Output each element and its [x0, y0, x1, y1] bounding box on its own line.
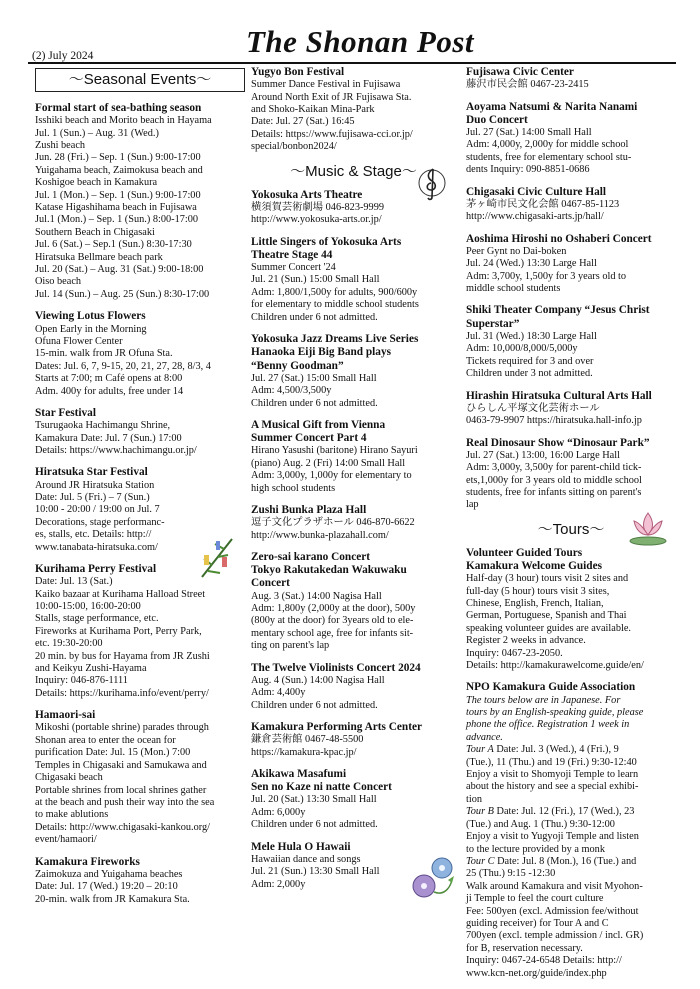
- listing-detail: Aug. 4 (Sun.) 14:00 Nagisa Hall: [251, 674, 385, 686]
- listing-detail: Jul. 24 (Wed.) 13:30 Large Hall: [466, 258, 597, 270]
- listing-title: Formal start of sea-bathing season: [35, 102, 202, 114]
- listing-title: Little Singers of Yokosuka Arts: [251, 235, 402, 248]
- listing-title: Hirashin Hiratsuka Cultural Arts Hall: [466, 389, 652, 402]
- listing-link[interactable]: http://www.bunka-plazahall.com/: [251, 529, 389, 541]
- morning-glory-icon: [408, 852, 458, 904]
- listing-detail: Half-day (3 hour) tours visit 2 sites and: [466, 573, 629, 585]
- listing-detail: Jul. 31 (Wed.) 18:30 Large Hall: [466, 330, 597, 342]
- listing-detail: Isshiki beach and Morito beach in Hayama: [35, 115, 212, 127]
- listing-detail: Enjoy a visit to Shomyoji Temple to learn: [466, 769, 639, 781]
- listing-detail: Hawaiian dance and songs: [251, 853, 361, 865]
- listing-detail: Jul.1 (Mon.) – Sep. 1 (Sun.) 8:00-17:00: [35, 214, 199, 226]
- listing-detail: Tickets required for 3 and over: [466, 355, 594, 367]
- listing-title: Sen no Kaze ni natte Concert: [251, 781, 392, 794]
- listing-detail: Jul. 6 (Sat.) – Sep.1 (Sun.) 8:30-17:30: [35, 239, 192, 251]
- listing-detail: Enjoy a visit to Yugyoji Temple and listen: [466, 831, 639, 843]
- listing-note: advance.: [466, 731, 503, 743]
- listing-link[interactable]: Details: https://kurihama.info/event/perry/: [35, 687, 209, 699]
- listing-detail: Jun. 28 (Fri.) – Sep. 1 (Sun.) 9:00-17:00: [35, 152, 201, 164]
- listing-detail: Jul. 1 (Mon.) – Sep. 1 (Sun.) 9:00-17:00: [35, 189, 201, 201]
- listing-detail: Adm: 3,700y, 1,500y for 3 years old to: [466, 270, 627, 282]
- listing-detail: tion: [466, 793, 483, 805]
- listing-detail: Adm: 1,800y (2,000y at the door), 500y: [251, 602, 416, 614]
- listing-detail: Children under 6 not admitted.: [251, 311, 378, 323]
- listing-item: [35, 856, 245, 906]
- listing-detail: Open Early in the Morning: [35, 323, 147, 335]
- listing-detail: Zushi beach: [35, 140, 86, 152]
- listing-detail: Children under 3 not admitted.: [466, 368, 593, 380]
- listing-link[interactable]: http://www.yokosuka-arts.or.jp/: [251, 214, 382, 226]
- listing-detail: to the lecture provided by a monk: [466, 843, 605, 855]
- listing-detail: and Shoko-Kaikan Mina-Park: [251, 104, 375, 116]
- listing-detail: Summer Concert '24: [251, 262, 336, 274]
- listing-detail: 700yen (excl. temple admission / incl. GR): [466, 930, 644, 942]
- listing-detail: Adm: 3,000y, 1,000y for elementary to: [251, 470, 412, 482]
- listing-detail: Jul. 1 (Sun.) – Aug. 31 (Wed.): [35, 127, 159, 139]
- listing-link[interactable]: Details: http://www.chigasaki-kankou.org/: [35, 821, 211, 833]
- listing-detail: Stalls, stage performance, etc.: [35, 613, 159, 625]
- listing-note: tours by an English-speaking guide, please: [466, 707, 644, 719]
- listing-detail: Kamakura Date: Jul. 7 (Sun.) 17:00: [35, 432, 182, 444]
- listing-title: Real Dinosaur Show “Dinosaur Park”: [466, 436, 650, 449]
- listing-title: Summer Concert Part 4: [251, 432, 367, 445]
- tour-label: Tour C: [466, 855, 495, 867]
- listing-detail: Adm: 4,400y: [251, 687, 306, 699]
- listing-detail: Mikoshi (portable shrine) parades through: [35, 722, 209, 734]
- listing-detail: Adm: 6,000y: [251, 806, 306, 818]
- listing-title: Zushi Bunka Plaza Hall: [251, 503, 367, 516]
- listing-item: [466, 437, 676, 512]
- listing-detail: Inquiry: 046-876-1111: [35, 675, 128, 687]
- listing-item: [466, 101, 676, 177]
- listing-item: [466, 186, 676, 224]
- listing-detail: lap: [466, 499, 479, 511]
- listing-detail: Jul. 27 (Sat.) 13:00, 16:00 Large Hall: [466, 449, 620, 461]
- listing-detail: Temples in Chigasaki and Samukawa and: [35, 759, 207, 771]
- listing-detail: and Keikyu Zushi-Hayama: [35, 663, 147, 675]
- listing-title: A Musical Gift from Vienna: [251, 418, 386, 431]
- listing-link[interactable]: http://www.chigasaki-arts.jp/hall/: [466, 211, 604, 223]
- seasonal-events-list: [35, 102, 245, 906]
- listing-note: The tours below are in Japanese. For: [466, 694, 621, 706]
- listing-item: [35, 407, 245, 457]
- treble-clef-icon: [418, 163, 446, 203]
- tours-list: [466, 547, 676, 980]
- listing-detail: Adm: 1,800/1,500y for adults, 900/600y: [251, 286, 418, 298]
- listing-detail: Jul. 20 (Sat.) – Aug. 31 (Sat.) 9:00-18:00: [35, 264, 204, 276]
- lotus-flower-icon: [624, 503, 672, 551]
- listing-detail: Chinese, English, French, Italian,: [466, 597, 604, 609]
- listing-detail: Adm: 2,000y: [251, 878, 306, 890]
- listing-title: Aoshima Hiroshi no Oshaberi Concert: [466, 232, 652, 245]
- listing-detail: about the history and see a special exhibi-: [466, 781, 639, 793]
- section-heading-seasonal-events: ～Seasonal Events～: [35, 68, 245, 92]
- listing-item: [251, 551, 456, 653]
- listing-detail: Adm: 10,000/8,000/5,000y: [466, 343, 578, 355]
- column-seasonal-events: [35, 66, 245, 915]
- listing-detail: 藤沢市民会館 0467-23-2415: [466, 79, 589, 91]
- listing-item: [466, 390, 676, 428]
- listing-item: [251, 662, 456, 712]
- listing-detail: high school students: [251, 482, 336, 494]
- listing-detail: Chigasaki beach: [35, 772, 103, 784]
- listing-title: Yugyo Bon Festival: [251, 66, 345, 78]
- listing-item: [251, 504, 456, 542]
- listing-title: Superstar”: [466, 317, 520, 330]
- listing-title: Aoyama Natsumi & Narita Nanami: [466, 100, 638, 113]
- listing-detail: Jul. 27 (Sat.) 14:00 Small Hall: [466, 127, 592, 139]
- listing-detail: 茅ヶ崎市民文化会館 0467-85-1123: [466, 198, 620, 210]
- listing-title: Chigasaki Civic Culture Hall: [466, 185, 607, 198]
- listing-detail: Tour B Date: Jul. 12 (Fri.), 17 (Wed.), 23: [466, 806, 635, 818]
- listing-detail: Jul. 27 (Sat.) 15:00 Small Hall: [251, 372, 377, 384]
- listing-detail: students, free for elementary school stu-: [466, 151, 632, 163]
- listing-detail: etc. 19:30-20:00: [35, 638, 103, 650]
- listing-detail: Children under 6 not admitted.: [251, 819, 378, 831]
- listing-title: Hamaori-sai: [35, 709, 96, 722]
- listing-detail: Portable shrines from local shrines gather: [35, 784, 207, 796]
- listing-link[interactable]: 0463-79-9907 https://hiratsuka.hall-info.jp: [466, 415, 642, 427]
- listing-link[interactable]: https://kamakura-kpac.jp/: [251, 746, 357, 758]
- masthead-rule: [28, 62, 676, 64]
- listing-note: phone the office. Registration 1 week in: [466, 719, 630, 731]
- listing-detail: 15-min. walk from JR Ofuna Sta.: [35, 348, 173, 360]
- listing-detail: 25 (Thu.) 9:15 -12:30: [466, 868, 556, 880]
- listing-title: “Benny Goodman”: [251, 359, 344, 372]
- issue-date: (2) July 2024: [32, 50, 94, 62]
- listing-detail: mentary school age, free for infants sit-: [251, 627, 414, 639]
- listing-link[interactable]: www.kcn-net.org/guide/index.php: [466, 967, 607, 979]
- listing-title: Hanaoka Eiji Big Band plays: [251, 346, 392, 359]
- listing-link[interactable]: Details: https://www.hachimangu.or.jp/: [35, 444, 197, 456]
- listing-detail: ting on parent's lap: [251, 640, 330, 652]
- listing-detail: Hiratsuka Bellmare beach park: [35, 251, 163, 263]
- listing-link[interactable]: event/hamaori/: [35, 834, 97, 846]
- listing-link[interactable]: es, stalls, etc. Details: http://: [35, 529, 152, 541]
- listing-detail: Summer Dance Festival in Fujisawa: [251, 79, 401, 91]
- listing-detail: Shonan area to enter the ocean for: [35, 734, 176, 746]
- listing-detail: Jul. 14 (Sun.) – Aug. 25 (Sun.) 8:30-17:00: [35, 288, 210, 300]
- listing-title: Volunteer Guided Tours: [466, 546, 583, 559]
- listing-detail: Date: Jul. 5 (Fri.) – 7 (Sun.): [35, 491, 150, 503]
- listing-detail: Zaimokuza and Yuigahama beaches: [35, 868, 183, 880]
- listing-title: Akikawa Masafumi: [251, 768, 347, 781]
- listing-detail: speaking volunteer guides are available.: [466, 622, 631, 634]
- listing-detail: Decorations, stage performanc-: [35, 516, 165, 528]
- listing-detail: Children under 6 not admitted.: [251, 397, 378, 409]
- listing-detail: German, Portuguese, Spanish and Thai: [466, 610, 627, 622]
- listing-detail: ji Temple to feel the court culture: [466, 893, 604, 905]
- listing-title: Theatre Stage 44: [251, 248, 333, 261]
- listing-detail: (piano) Aug. 2 (Fri) 14:00 Small Hall: [251, 457, 406, 469]
- yugyo-list: [251, 66, 456, 154]
- listing-title: Yokosuka Arts Theatre: [251, 188, 363, 201]
- listing-item: [466, 547, 676, 673]
- listing-link[interactable]: Details: https://www.fujisawa-cci.or.jp/: [251, 128, 413, 140]
- listing-detail: 20-min. walk from JR Kamakura Sta.: [35, 893, 190, 905]
- listing-detail: 10:00-15:00, 16:00-20:00: [35, 601, 141, 613]
- listing-title: The Twelve Violinists Concert 2024: [251, 661, 421, 674]
- listing-detail: to make ablutions: [35, 809, 109, 821]
- listing-detail: Tour C Date: Jul. 8 (Mon.), 16 (Tue.) and: [466, 855, 637, 867]
- listing-title: Mele Hula O Hawaii: [251, 840, 351, 853]
- listing-detail: 鎌倉芸術館 0467-48-5500: [251, 734, 364, 746]
- listing-detail: purification Date: Jul. 15 (Mon.) 7:00: [35, 747, 191, 759]
- listing-detail: Starts at 7:00; m Café opens at 8:00: [35, 373, 183, 385]
- listing-detail: ets,1,000y for 3 years old to middle school: [466, 474, 642, 486]
- listing-item: [251, 66, 456, 154]
- listing-detail: Jul. 20 (Sat.) 13:30 Small Hall: [251, 794, 377, 806]
- listing-title: Kurihama Perry Festival: [35, 563, 157, 575]
- listing-detail: Jul. 21 (Sun.) 15:00 Small Hall: [251, 274, 380, 286]
- tour-label: Tour A: [466, 744, 494, 756]
- listing-detail: Ofuna Flower Center: [35, 335, 123, 347]
- listing-title: Viewing Lotus Flowers: [35, 310, 146, 323]
- listing-detail: 逗子文化プラザホール 046-870-6622: [251, 517, 415, 529]
- listing-detail: (Tue.), 11 (Thu.) and 19 (Fri.) 9:30-12:40: [466, 756, 637, 768]
- listing-link[interactable]: Inquiry: 0467-24-6548 Details: http://: [466, 955, 622, 967]
- listing-detail: Children under 6 not admitted.: [251, 699, 378, 711]
- listing-title: Hiratsuka Star Festival: [35, 466, 148, 479]
- listing-item: [35, 102, 245, 301]
- listing-detail: Inquiry: 0467-23-2050.: [466, 647, 563, 659]
- listing-detail: Adm: 3,000y, 3,500y for parent-child tick-: [466, 462, 642, 474]
- listing-item: [466, 233, 676, 296]
- listing-detail: 10:00 - 20:00 / 19:00 on Jul. 7: [35, 504, 160, 516]
- listing-title: Fujisawa Civic Center: [466, 66, 574, 78]
- listing-title: Duo Concert: [466, 113, 528, 126]
- listing-title: Star Festival: [35, 406, 96, 419]
- listing-title: Tokyo Rakutakedan Wakuwaku: [251, 564, 407, 577]
- music-stage-list: [251, 189, 456, 891]
- listing-detail: Register 2 weeks in advance.: [466, 635, 586, 647]
- listing-detail: Adm: 4,000y, 2,000y for middle school: [466, 139, 629, 151]
- listing-detail: Peer Gynt no Dai-boken: [466, 245, 567, 257]
- listing-detail: Kaiko bazaar at Kurihama Halload Street: [35, 588, 206, 600]
- listing-detail: Tour A Date: Jul. 3 (Wed.), 4 (Fri.), 9: [466, 744, 619, 756]
- listing-item: [35, 310, 245, 398]
- listing-link[interactable]: special/bonbon2024/: [251, 141, 337, 153]
- listing-item: [251, 419, 456, 495]
- listing-item: [251, 236, 456, 324]
- listing-detail: Koshigoe beach in Kamakura: [35, 177, 158, 189]
- listing-detail: ひらしん平塚文化芸術ホール: [466, 402, 600, 414]
- listing-detail: Hirano Yasushi (baritone) Hirano Sayuri: [251, 445, 418, 457]
- venues-list: [466, 66, 676, 512]
- listing-detail: Fireworks at Kurihama Port, Perry Park,: [35, 625, 202, 637]
- listing-title: Shiki Theater Company “Jesus Christ: [466, 304, 650, 317]
- listing-detail: full-day (5 hour) tours visit 3 sites,: [466, 585, 610, 597]
- listing-detail: dents Inquiry: 090-8851-0686: [466, 164, 590, 176]
- listing-detail: Adm: 4,500/3,500y: [251, 385, 332, 397]
- listing-detail: Date: Jul. 17 (Wed.) 19:20 – 20:10: [35, 881, 178, 893]
- listing-detail: at the beach and push their way into the sea: [35, 796, 215, 808]
- listing-detail: 20 min. by bus for Hayama from JR Zushi: [35, 650, 210, 662]
- listing-detail: Walk around Kamakura and visit Myohon-: [466, 880, 643, 892]
- listing-title: Zero-sai karano Concert: [251, 550, 371, 563]
- tanabata-bamboo-icon: [194, 535, 240, 579]
- section-heading-tours: ～Tours～: [537, 520, 605, 538]
- masthead-title: The Shonan Post: [246, 24, 475, 59]
- listing-item: [35, 709, 245, 846]
- listing-detail: (800y at the door) for 3years old to ele-: [251, 615, 414, 627]
- listing-detail: Jul. 21 (Sun.) 13:30 Small Hall: [251, 866, 380, 878]
- listing-title: Kamakura Welcome Guides: [466, 559, 602, 572]
- listing-detail: 横須賀芸術劇場 046-823-9999: [251, 201, 384, 213]
- section-heading-music-stage: ～Music & Stage～: [290, 162, 417, 180]
- listing-link[interactable]: Details: http://kamakurawelcome.guide/en/: [466, 660, 644, 672]
- listing-detail: Oiso beach: [35, 276, 82, 288]
- listing-detail: Around JR Hiratsuka Station: [35, 479, 155, 491]
- listing-detail: for B, reservation necessary.: [466, 942, 583, 954]
- listing-title: Kamakura Fireworks: [35, 855, 140, 868]
- listing-item: [251, 768, 456, 832]
- listing-item: [466, 66, 676, 92]
- listing-item: [251, 721, 456, 759]
- listing-title: NPO Kamakura Guide Association: [466, 681, 636, 694]
- listing-item: [466, 681, 676, 980]
- listing-detail: middle school students: [466, 283, 561, 295]
- listing-detail: guiding receiver) for Tour A and C: [466, 917, 609, 929]
- listing-detail: Dates: Jul. 6, 7, 9-15, 20, 21, 27, 28, 8/3, 4: [35, 360, 211, 372]
- listing-detail: Southern Beach in Chigasaki: [35, 226, 155, 238]
- listing-item: [466, 304, 676, 380]
- listing-detail: Aug. 3 (Sat.) 14:00 Nagisa Hall: [251, 590, 382, 602]
- listing-item: [251, 333, 456, 410]
- listing-item: [35, 563, 245, 700]
- listing-detail: Yuigahama beach, Zaimokusa beach and: [35, 164, 203, 176]
- listing-detail: Around North Exit of JR Fujisawa Sta.: [251, 91, 412, 103]
- listing-detail: Fee: 500yen (excl. Admission fee/without: [466, 905, 639, 917]
- listing-detail: Tsurugaoka Hachimangu Shrine,: [35, 420, 171, 432]
- listing-detail: Date: Jul. 27 (Sat.) 16:45: [251, 116, 355, 128]
- listing-detail: students, free for infants sitting on parent's: [466, 486, 642, 498]
- listing-detail: Katase Higashihama beach in Fujisawa: [35, 202, 197, 214]
- listing-detail: Adm. 400y for adults, free under 14: [35, 385, 184, 397]
- listing-title: Yokosuka Jazz Dreams Live Series: [251, 333, 419, 346]
- listing-title: Concert: [251, 577, 290, 590]
- listing-detail: (Tue.) and Aug. 1 (Thu.) 9:30-12:00: [466, 818, 615, 830]
- listing-detail: for elementary to middle school students: [251, 299, 419, 311]
- listing-link[interactable]: www.tanabata-hiratsuka.com/: [35, 541, 158, 553]
- listing-detail: Date: Jul. 13 (Sat.): [35, 576, 113, 588]
- listing-title: Kamakura Performing Arts Center: [251, 721, 422, 734]
- tour-label: Tour B: [466, 806, 494, 818]
